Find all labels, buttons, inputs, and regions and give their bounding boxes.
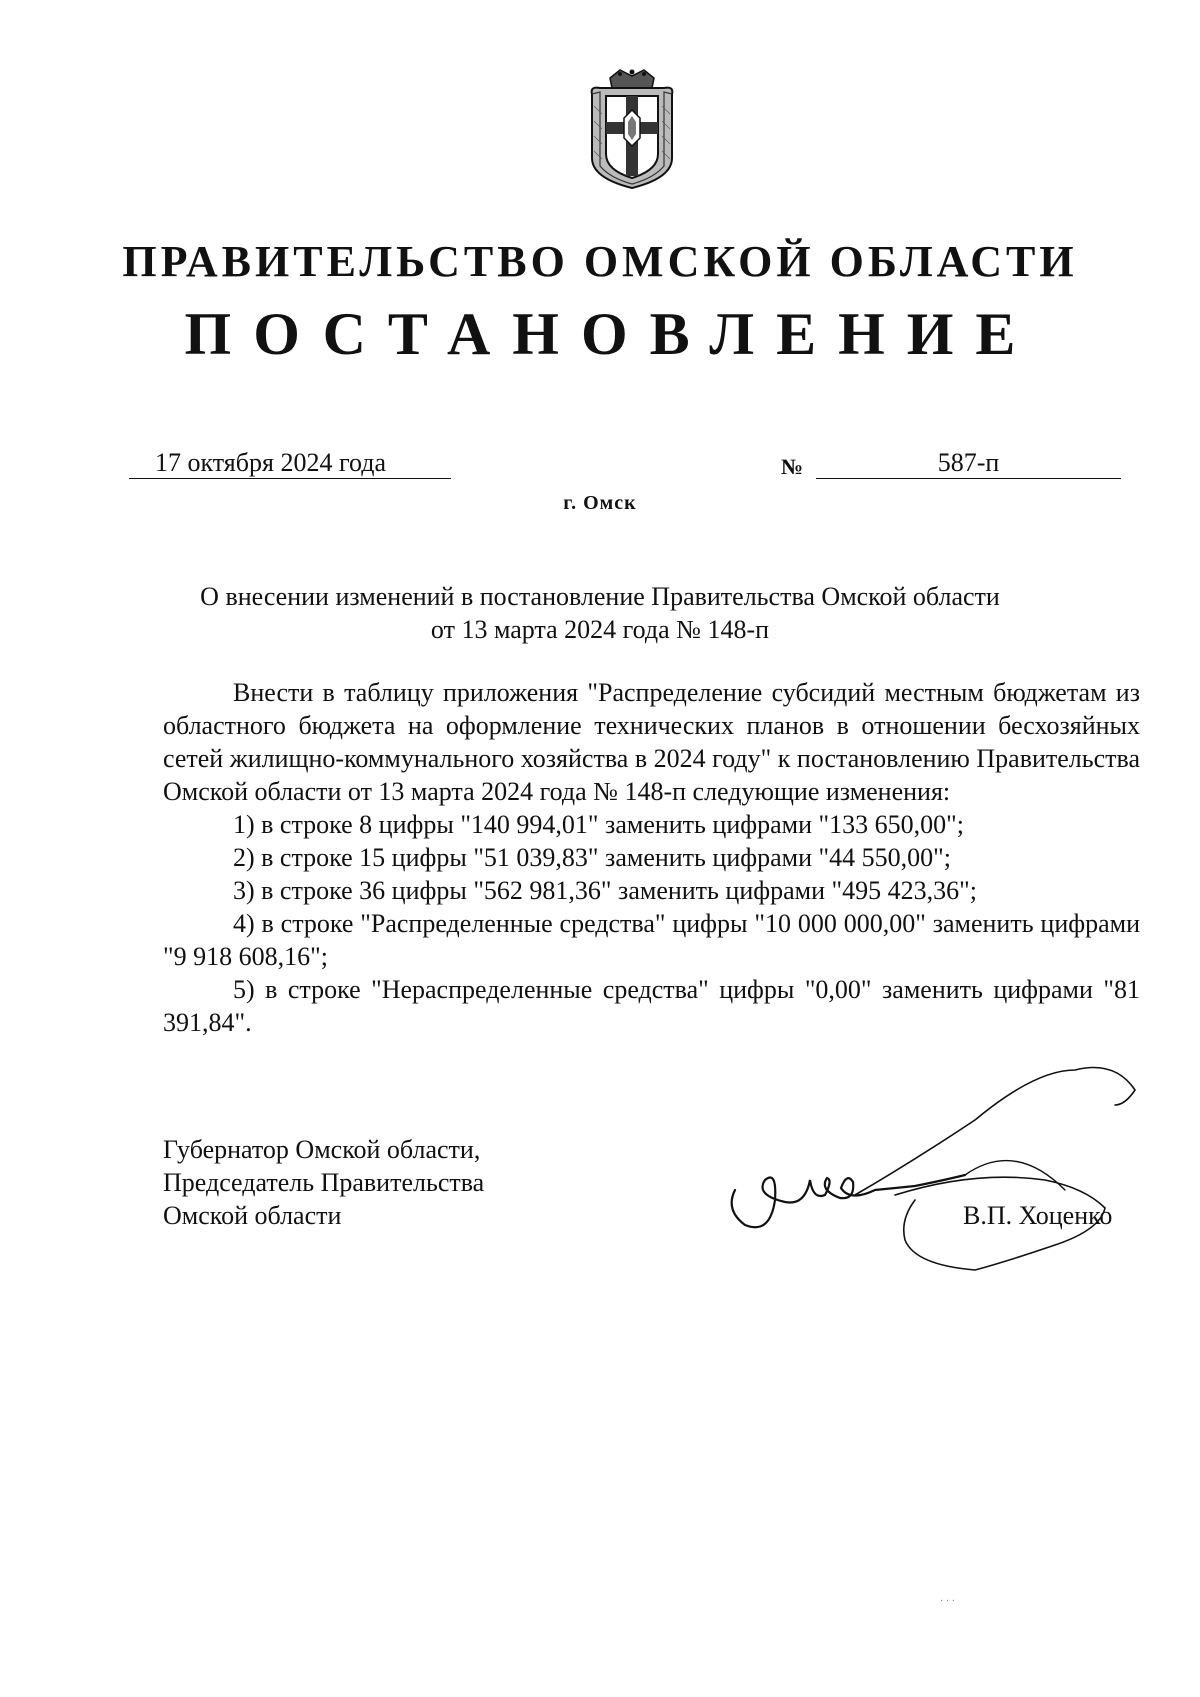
change-item-1: 1) в строке 8 цифры "140 994,01" заменить цифрами "133 650,00";: [233, 810, 964, 839]
signatory-title: [163, 1133, 484, 1232]
signatory-title-line-3: Омской области: [163, 1201, 342, 1230]
change-item-4: 4) в строке "Распределенные средства" цифры "10 000 000,00" заменить цифрами "9 918 608,16";: [163, 909, 1140, 971]
document-date-field: [129, 448, 451, 479]
omsk-region-coat-of-arms-icon: [570, 66, 695, 191]
document-type-title: ПОСТАНОВЛЕНИЕ: [184, 301, 1038, 367]
number-sign: №: [781, 454, 804, 479]
change-item-5: 5) в строке "Нераспределенные средства" цифры "0,00" заменить цифрами "81 391,84".: [163, 975, 1140, 1037]
document-city: г. Омск: [563, 492, 637, 514]
change-item-2: 2) в строке 15 цифры "51 039,83" заменить цифрами "44 550,00";: [233, 843, 951, 872]
document-date: 17 октября 2024 года: [155, 448, 386, 477]
signatory-name: В.П. Хоценко: [963, 1201, 1113, 1230]
document-subject: [0, 580, 1200, 646]
subject-line-2: от 13 марта 2024 года № 148-п: [430, 615, 770, 644]
document-body: [163, 676, 1140, 1039]
handwritten-signature: [715, 1030, 1155, 1280]
signatory-title-line-1: Губернатор Омской области,: [163, 1135, 481, 1164]
signatory-title-line-2: Председатель Правительства: [163, 1168, 485, 1197]
government-title: ПРАВИТЕЛЬСТВО ОМСКОЙ ОБЛАСТИ: [122, 237, 1078, 286]
body-intro-paragraph: Внести в таблицу приложения "Распределение субсидий местным бюджетам из областного бюджета на оформление технических планов в отношении бесхозяйных сетей жилищно-коммунального хозяйства в 2024 году" к постановлению Правительства Омской области от 13 марта 2024 года № 148-п следующие изменения:: [163, 678, 1140, 806]
change-item-3: 3) в строке 36 цифры "562 981,36" заменить цифрами "495 423,36";: [233, 876, 977, 905]
subject-line-1: О внесении изменений в постановление Правительства Омской области: [200, 582, 1000, 611]
scan-artifact: · · ·: [940, 1596, 955, 1607]
document-number: 587-п: [816, 448, 1121, 479]
